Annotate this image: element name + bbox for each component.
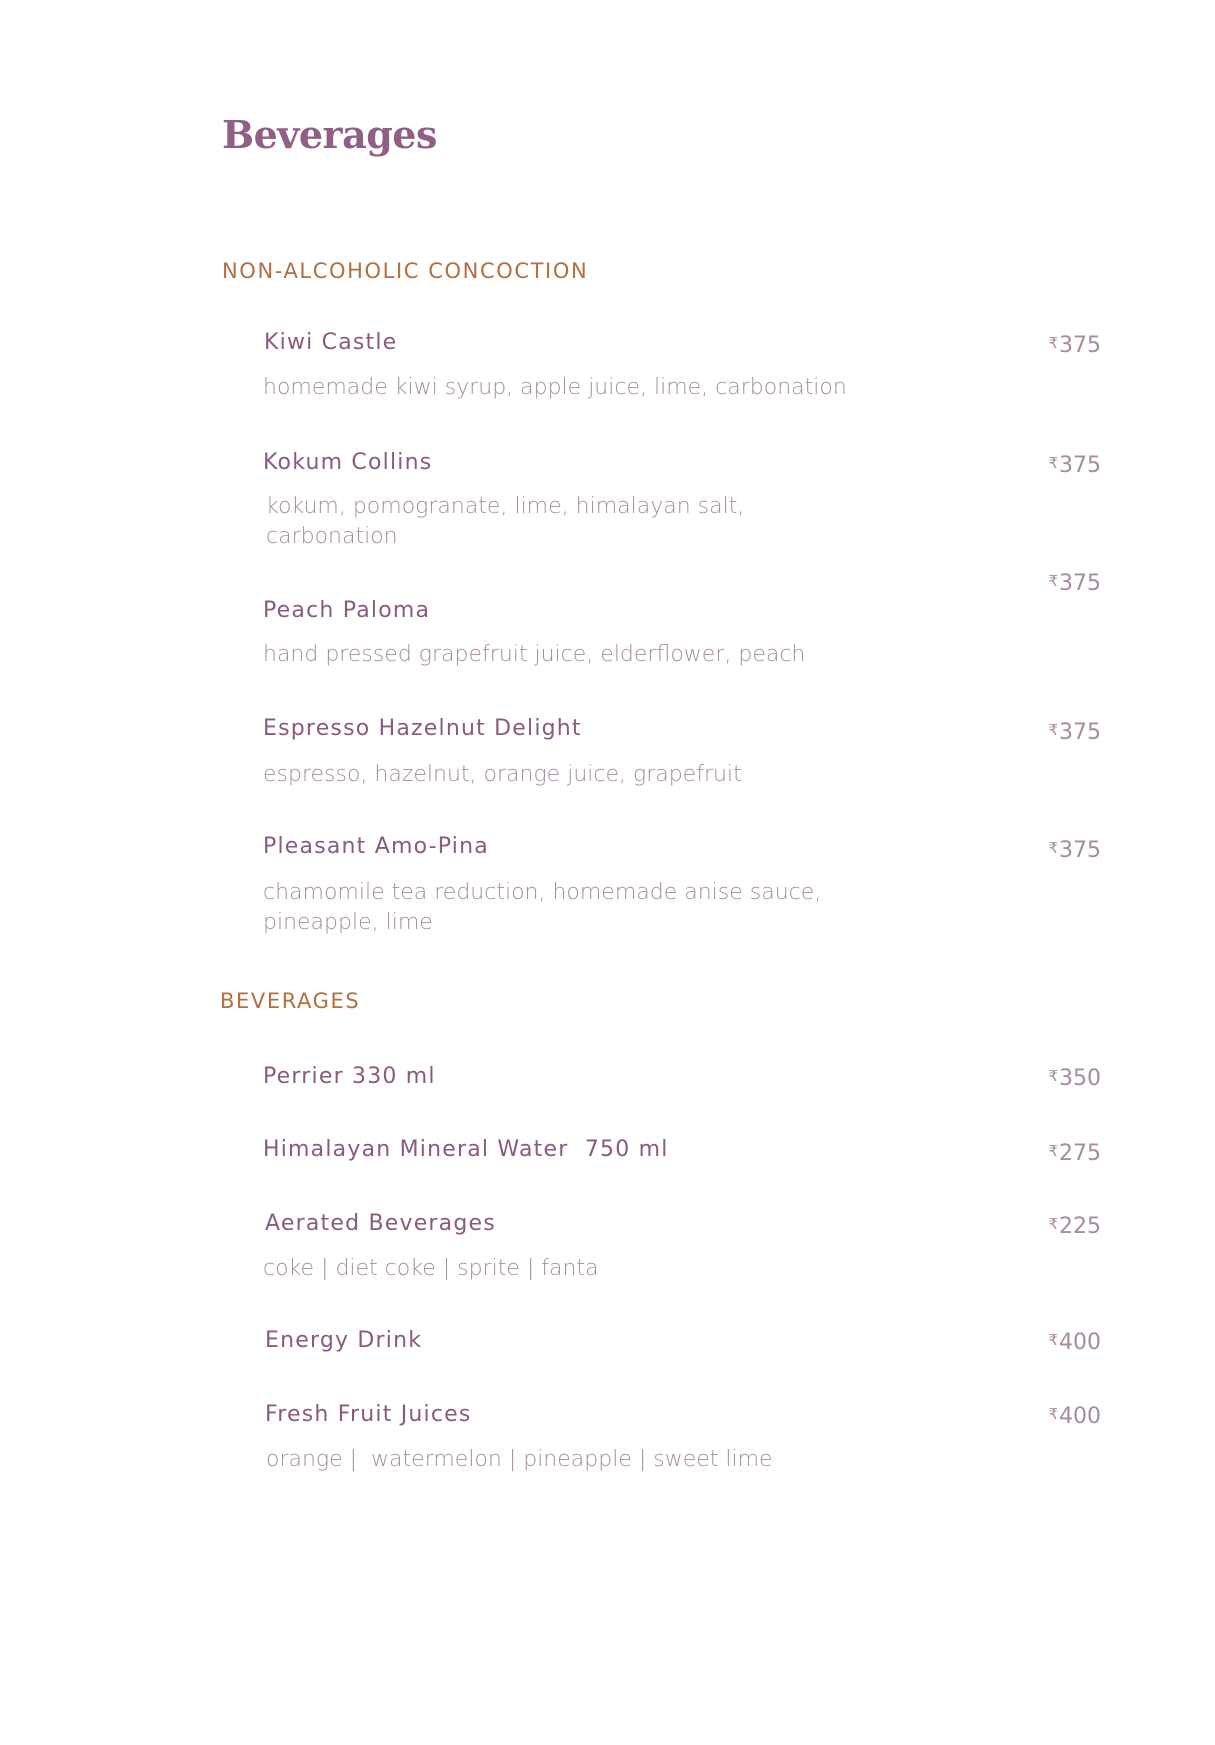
rupee-icon: ₹ bbox=[1048, 572, 1058, 590]
item-price-espresso-hazelnut-delight: ₹375 bbox=[1048, 720, 1101, 745]
item-description-kokum-collins-line2: carbonation bbox=[266, 524, 398, 549]
section-heading-non-alcoholic: NON-ALCOHOLIC CONCOCTION bbox=[222, 259, 589, 283]
item-name-pleasant-amo-pina: Pleasant Amo-Pina bbox=[263, 834, 489, 859]
item-price-kokum-collins: ₹375 bbox=[1048, 453, 1101, 478]
item-name-kiwi-castle: Kiwi Castle bbox=[264, 330, 398, 355]
item-price-perrier: ₹350 bbox=[1048, 1066, 1101, 1091]
item-price-peach-paloma: ₹375 bbox=[1048, 571, 1101, 596]
rupee-icon: ₹ bbox=[1048, 1405, 1058, 1423]
item-price-pleasant-amo-pina: ₹375 bbox=[1048, 838, 1101, 863]
item-name-himalayan-mineral-water: Himalayan Mineral Water 750 ml bbox=[263, 1137, 669, 1162]
item-description-peach-paloma: hand pressed grapefruit juice, elderflower, peach bbox=[263, 642, 806, 667]
item-price-fresh-fruit-juices: ₹400 bbox=[1048, 1404, 1101, 1429]
rupee-icon: ₹ bbox=[1048, 454, 1058, 472]
item-name-peach-paloma: Peach Paloma bbox=[263, 598, 431, 623]
rupee-icon: ₹ bbox=[1048, 1331, 1058, 1349]
item-price-aerated-beverages: ₹225 bbox=[1048, 1214, 1101, 1239]
item-description-kiwi-castle: homemade kiwi syrup, apple juice, lime, carbonation bbox=[263, 375, 847, 400]
item-description-fresh-fruit-juices: orange | watermelon | pineapple | sweet lime bbox=[266, 1447, 773, 1472]
item-description-pleasant-amo-pina: chamomile tea reduction, homemade anise sauce, bbox=[263, 880, 822, 905]
item-price-kiwi-castle: ₹375 bbox=[1048, 333, 1101, 358]
item-name-kokum-collins: Kokum Collins bbox=[263, 450, 433, 475]
section-heading-beverages: BEVERAGES bbox=[220, 989, 361, 1013]
item-description-espresso-hazelnut-delight: espresso, hazelnut, orange juice, grapefruit bbox=[263, 762, 742, 787]
rupee-icon: ₹ bbox=[1048, 839, 1058, 857]
page-title: Beverages bbox=[222, 112, 437, 157]
item-description-aerated-beverages: coke | diet coke | sprite | fanta bbox=[263, 1256, 599, 1281]
rupee-icon: ₹ bbox=[1048, 1215, 1058, 1233]
rupee-icon: ₹ bbox=[1048, 721, 1058, 739]
item-price-himalayan-mineral-water: ₹275 bbox=[1048, 1141, 1101, 1166]
item-name-espresso-hazelnut-delight: Espresso Hazelnut Delight bbox=[263, 716, 582, 741]
rupee-icon: ₹ bbox=[1048, 1067, 1058, 1085]
item-description-kokum-collins: kokum, pomogranate, lime, himalayan salt, bbox=[266, 494, 745, 519]
item-name-fresh-fruit-juices: Fresh Fruit Juices bbox=[265, 1402, 472, 1427]
rupee-icon: ₹ bbox=[1048, 334, 1058, 352]
item-name-energy-drink: Energy Drink bbox=[265, 1328, 423, 1353]
item-description-pleasant-amo-pina-line2: pineapple, lime bbox=[263, 910, 433, 935]
item-name-aerated-beverages: Aerated Beverages bbox=[265, 1211, 496, 1236]
rupee-icon: ₹ bbox=[1048, 1142, 1058, 1160]
item-name-perrier: Perrier 330 ml bbox=[263, 1064, 436, 1089]
item-price-energy-drink: ₹400 bbox=[1048, 1330, 1101, 1355]
